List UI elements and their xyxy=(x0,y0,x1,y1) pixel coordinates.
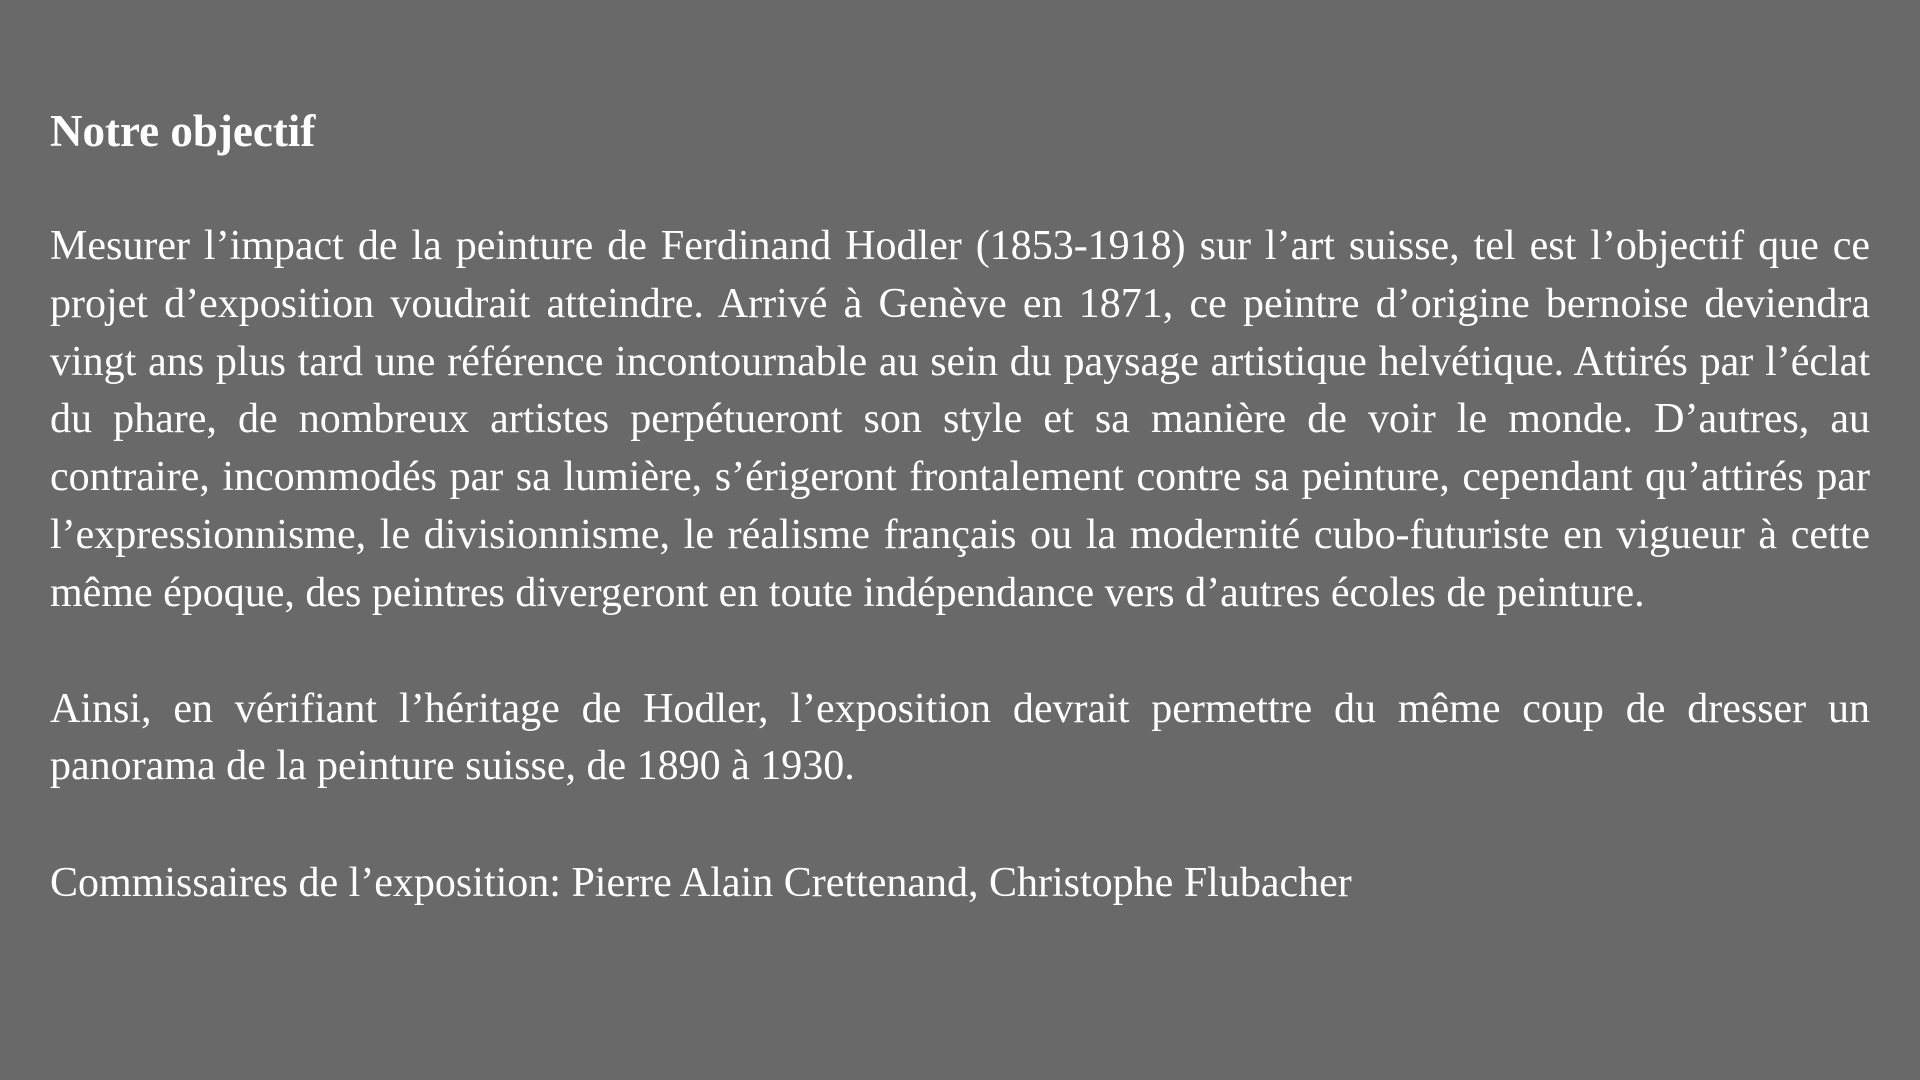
curators-credit: Commissaires de l’exposition: Pierre Alain Crettenand, Christophe Flubacher xyxy=(50,860,1352,907)
slide-title: Notre objectif xyxy=(50,106,316,156)
summary-paragraph: Ainsi, en vérifiant l’héritage de Hodler, l’exposition devrait permettre du même coup de dresser un panorama de la peinture suisse, de 1890 à 1930. xyxy=(50,685,1870,790)
intro-paragraph: Mesurer l’impact de la peinture de Ferdinand Hodler (1853-1918) sur l’art suisse, tel est l’objectif que ce projet d’exposition voudrait atteindre. Arrivé à Genève en 1871, ce peintre d’origine bernoise deviendra vingt ans plus tard une référence incontournable au sein du paysage artistique helvétique. Attirés par l’éclat du phare, de nombreux artistes perpétueront son style et sa manière de voir le monde. D’autres, au contraire, incommodés par sa lumière, s’érigeront frontalement contre sa peinture, cependant qu’attirés par l’expressionnisme, le divisionnisme, le réalisme français ou la modernité cubo-futuriste en vigueur à cette même époque, des peintres divergeront en toute indépendance vers d’autres écoles de peinture. xyxy=(50,223,1870,616)
